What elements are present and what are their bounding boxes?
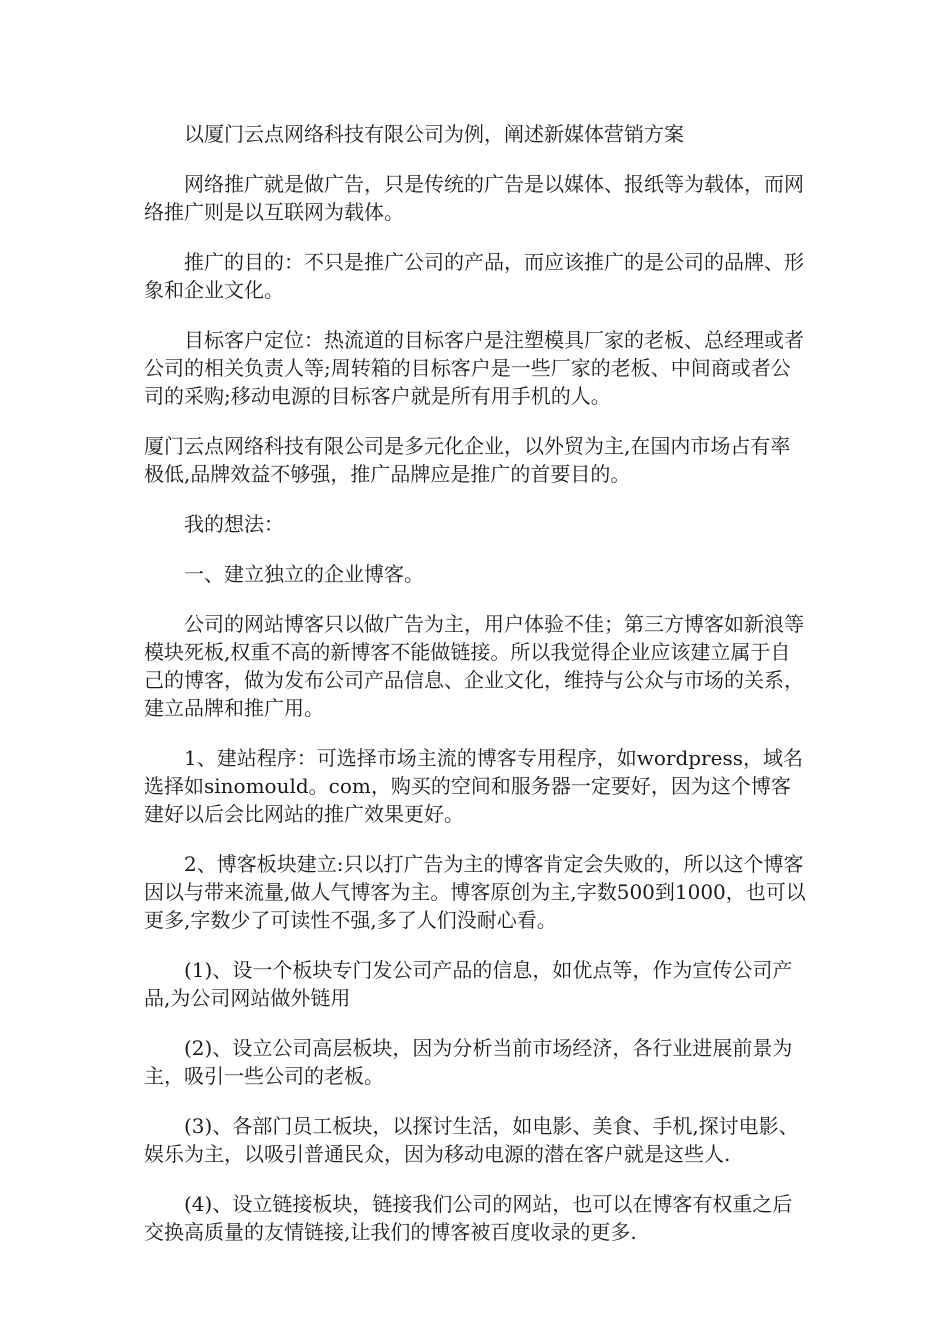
paragraph-company: 厦门云点网络科技有限公司是多元化企业，以外贸为主,在国内市场占有率极低,品牌效益不够强，推广品牌应是推广的首要目的。 (144, 434, 791, 486)
document-body (144, 120, 810, 1268)
paragraph-build-program: 1、建站程序：可选择市场主流的博客专用程序，如wordpress，域名选择如sinomould。com，购买的空间和服务器一定要好，因为这个博客建好以后会比网站的推广效果更好。 (144, 746, 803, 826)
list-item-3: (3)、各部门员工板块，以探讨生活，如电影、美食、手机,探讨电影、娱乐为主，以吸引普通民众，因为移动电源的潜在客户就是这些人. (144, 1114, 799, 1166)
list-item-4: (4)、设立链接板块，链接我们公司的网站，也可以在博客有权重之后交换高质量的友情链接,让我们的博客被百度收录的更多. (144, 1192, 793, 1244)
paragraph-purpose: 推广的目的：不只是推广公司的产品，而应该推广的是公司的品牌、形象和企业文化。 (144, 250, 804, 302)
list-item-2: (2)、设立公司高层板块，因为分析当前市场经济，各行业进展前景为主，吸引一些公司的老板。 (144, 1036, 793, 1088)
section-heading-blog: 一、建立独立的企业博客。 (184, 562, 424, 586)
paragraph-intro: 网络推广就是做广告，只是传统的广告是以媒体、报纸等为载体，而网络推广则是以互联网为载体。 (144, 172, 804, 224)
paragraph-blog-reason: 公司的网站博客只以做广告为主，用户体验不佳；第三方博客如新浪等模块死板,权重不高的新博客不能做链接。所以我觉得企业应该建立属于自己的博客，做为发布公司产品信息、企业文化，维持与公众与市场的关系，建立品牌和推广用。 (144, 612, 804, 720)
list-item-1: (1)、设一个板块专门发公司产品的信息，如优点等，作为宣传公司产品,为公司网站做外链用 (144, 958, 793, 1010)
document-title: 以厦门云点网络科技有限公司为例，阐述新媒体营销方案 (184, 122, 684, 146)
paragraph-my-idea: 我的想法： (184, 512, 284, 536)
paragraph-target-customers: 目标客户定位：热流道的目标客户是注塑模具厂家的老板、总经理或者公司的相关负责人等;周转箱的目标客户是一些厂家的老板、中间商或者公司的采购;移动电源的目标客户就是所有用手机的人。 (144, 328, 804, 408)
paragraph-blog-sections: 2、博客板块建立:只以打广告为主的博客肯定会失败的，所以这个博客因以与带来流量,做人气博客为主。博客原创为主,字数500到1000，也可以更多,字数少了可读性不强,多了人们没耐心看。 (144, 852, 806, 932)
